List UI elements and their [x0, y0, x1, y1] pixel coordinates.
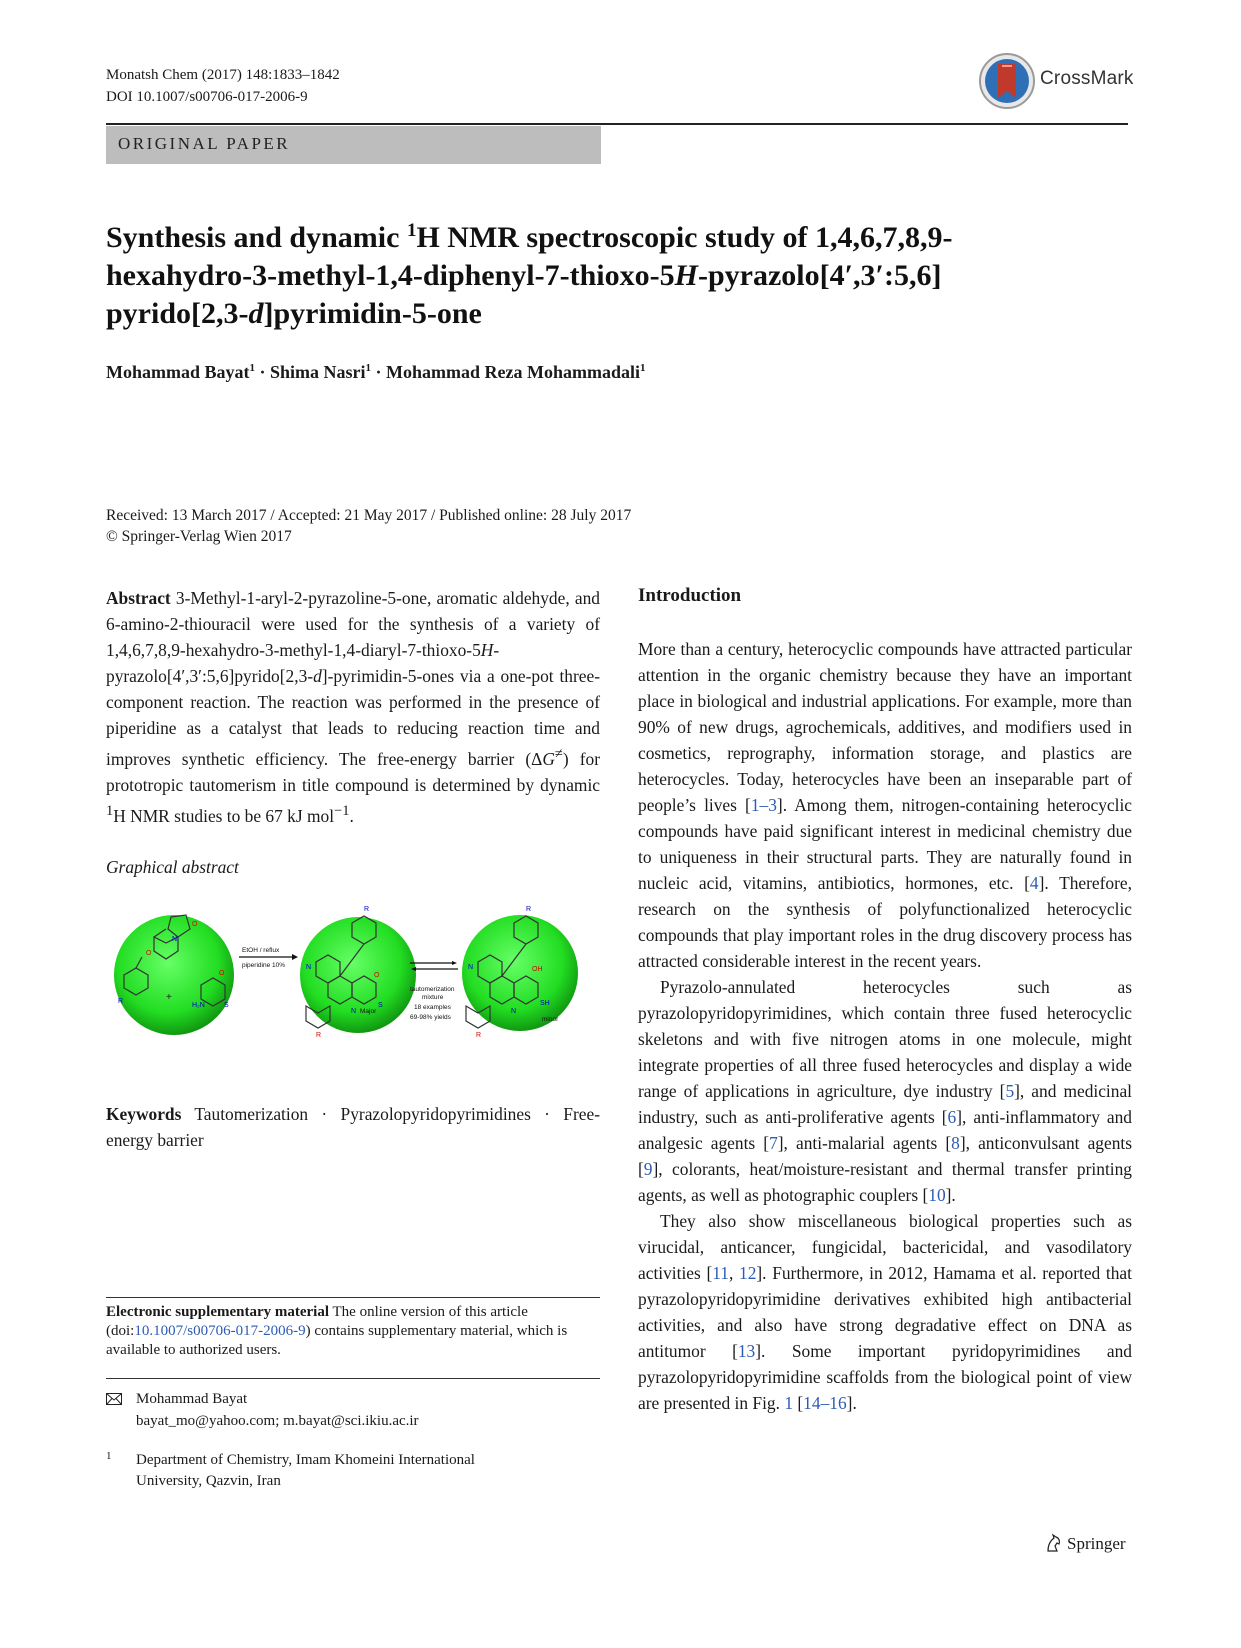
svg-text:R: R — [316, 1032, 322, 1039]
author-affiliation-mark: 1 — [640, 362, 646, 374]
abstract — [106, 585, 600, 829]
supplementary-doi-link[interactable]: 10.1007/s00706-017-2006-9 — [134, 1323, 306, 1339]
title-text: Synthesis and dynamic — [106, 221, 407, 254]
svg-text:OH: OH — [532, 966, 543, 973]
intro-text: ]. Some important pyridopyrimidines and pyrazolopyridopyrimidine scaffolds from the biological point of view are presented in Fig. — [638, 1341, 1132, 1413]
intro-text: [ — [793, 1393, 804, 1413]
crossmark-label: CrossMark — [1040, 68, 1134, 89]
affiliation — [106, 1450, 475, 1492]
introduction-body — [638, 636, 1132, 1416]
title-superscript: 1 — [406, 220, 417, 241]
citation-link[interactable]: 9 — [643, 1159, 653, 1179]
intro-text: More than a century, heterocyclic compounds have attracted particular attention in the organic chemistry because they have an important place in biological and industrial applications. For example, more than 90% of new drugs, agrochemicals, additives, and modifiers used in cosmetics, reprography, information storage, and plastics are heterocycles. Today, heterocycles have been an inseparable part of people’s lives [ — [638, 639, 1132, 815]
svg-text:O: O — [219, 970, 225, 977]
svg-text:N: N — [306, 964, 312, 971]
svg-text:O: O — [374, 972, 380, 979]
intro-text: ]. — [846, 1393, 857, 1413]
svg-text:S: S — [378, 1002, 383, 1009]
svg-text:N: N — [511, 1008, 517, 1015]
citation-link[interactable]: 6 — [947, 1107, 957, 1127]
intro-text: Pyrazolo-annulated heterocycles such as pyrazolopyridopyrimidines, which contain three fused heterocyclic skeletons and with five nitrogen atoms in one molecule, might integrate properties of all three fused heterocycles and display a wide range of applications in agriculture, dye industry [ — [638, 977, 1132, 1101]
supplementary-text: ) contains supplementary material, which is available to authorized users. — [106, 1323, 568, 1358]
abstract-superscript: 1 — [106, 802, 114, 819]
journal-header — [106, 64, 340, 108]
intro-text: ], and medicinal industry, such as anti-proliferative agents [ — [638, 1081, 1133, 1127]
keywords-label: Keywords — [106, 1104, 182, 1124]
svg-text:S: S — [224, 1002, 229, 1009]
intro-text: ]. Among them, nitrogen-containing heterocyclic compounds have paid significant interest in medicinal chemistry due to uniqueness in their structural parts. They are naturally found in nucleic acid, vitamins, antibiotics, hormones, etc. [ — [638, 795, 1132, 893]
crossmark-badge[interactable] — [978, 52, 1134, 112]
affiliation-line: Department of Chemistry, Imam Khomeini International — [136, 1452, 475, 1468]
author-name[interactable]: Mohammad Reza Mohammadali — [386, 362, 641, 382]
title-italic: H — [674, 259, 698, 292]
citation-link[interactable]: 1–3 — [750, 795, 777, 815]
supplementary-note — [106, 1303, 600, 1360]
svg-text:R: R — [526, 906, 532, 913]
corresponding-author: Mohammad Bayat — [136, 1391, 248, 1407]
graphical-abstract-label: Graphical abstract — [106, 857, 239, 877]
plus-sign: + — [166, 992, 172, 1003]
citation-link[interactable]: 11 — [712, 1263, 729, 1283]
svg-text:R: R — [364, 906, 370, 913]
abstract-text: -pyrazolo[4′,3′:5,6]pyrido[2,3- — [106, 640, 500, 686]
citation-link[interactable]: 7 — [769, 1133, 778, 1153]
journal-citation: Monatsh Chem (2017) 148:1833–1842 — [106, 67, 340, 83]
abstract-text: . — [349, 805, 354, 826]
corresponding-emails[interactable]: bayat_mo@yahoo.com; m.bayat@sci.ikiu.ac.ir — [136, 1413, 419, 1429]
supplementary-label: Electronic supplementary material — [106, 1304, 330, 1320]
reactants-sphere — [114, 915, 234, 1035]
examples-label: 18 examples — [414, 1004, 451, 1011]
article-history — [106, 505, 631, 547]
abstract-label: Abstract — [106, 588, 171, 608]
citation-link[interactable]: 12 — [739, 1263, 757, 1283]
citation-link[interactable]: 4 — [1029, 873, 1039, 893]
introduction-heading: Introduction — [638, 585, 742, 606]
abstract-superscript: −1 — [334, 802, 350, 819]
author-affiliation-mark: 1 — [365, 362, 372, 374]
reaction-scheme-image — [106, 895, 600, 1055]
title-text: H NMR spectroscopic study of 1,4,6,7,8,9- — [416, 221, 953, 254]
citation-link[interactable]: 10 — [928, 1185, 946, 1205]
keywords-text: Tautomerization · Pyrazolopyridopyrimidines · Free-energy barrier — [106, 1104, 600, 1150]
supplementary-text: The online version of this article (doi: — [106, 1304, 528, 1339]
footnote-rule — [106, 1297, 600, 1298]
section-banner — [106, 126, 601, 164]
citation-link[interactable]: 8 — [951, 1133, 960, 1153]
intro-text: ], anticonvulsant agents [ — [638, 1133, 1132, 1179]
intro-text: ], anti-malarial agents [ — [777, 1133, 952, 1153]
author-separator: · — [375, 362, 387, 382]
publisher-name: Springer — [1067, 1534, 1126, 1553]
article-type: ORIGINAL PAPER — [118, 134, 291, 153]
intro-text: ]. Therefore, research on the synthesis of polyfunctionalized heterocyclic compounds that play important roles in the drug discovery process has attracted considerable interest in the recent years. — [638, 873, 1132, 971]
publication-dates: Received: 13 March 2017 / Accepted: 21 May 2017 / Published online: 28 July 2017 — [106, 507, 632, 524]
minor-product-sphere — [462, 915, 578, 1031]
minor-label: minor — [542, 1016, 559, 1023]
affiliation-line: University, Qazvin, Iran — [136, 1473, 281, 1489]
svg-text:R: R — [476, 1032, 482, 1039]
author-name[interactable]: Shima Nasri — [270, 362, 366, 382]
abstract-superscript: ≠ — [554, 746, 563, 762]
intro-paragraph — [638, 974, 1132, 1208]
svg-text:N: N — [351, 1008, 357, 1015]
mixture-label-2: mixture — [422, 994, 444, 1001]
author-list — [106, 362, 646, 383]
reaction-conditions-2: piperidine 10% — [242, 962, 286, 969]
title-text: ]pyrimidin-5-one — [263, 297, 482, 330]
intro-text: ]. — [945, 1185, 956, 1205]
author-name[interactable]: Mohammad Bayat — [106, 362, 250, 382]
intro-text: ], colorants, heat/moisture-resistant and thermal transfer printing agents, as well as photographic couplers [ — [638, 1159, 1132, 1205]
yields-label: 69-98% yields — [410, 1014, 451, 1021]
abstract-text: ) for prototropic tautomerism in title compound is determined by dynamic — [106, 748, 601, 795]
title-text: -pyrazolo[4′,3′:5,6] — [697, 259, 942, 292]
reaction-conditions-1: EtOH / reflux — [242, 947, 280, 954]
abstract-text: H NMR studies to be 67 kJ mol — [113, 805, 335, 826]
springer-horse-icon — [1045, 1533, 1063, 1553]
abstract-text: ]-pyrimidin-5-ones via a one-pot three-component reaction. The reaction was performed in the presence of piperidine as a catalyst that leads to reducing reaction time and improves synthetic efficiency. The free-energy barrier (Δ — [106, 666, 600, 769]
crossmark-icon — [978, 52, 1036, 110]
title-text: hexahydro-3-methyl-1,4-diphenyl-7-thioxo-5 — [106, 259, 675, 292]
header-rule — [106, 123, 1128, 125]
citation-link[interactable]: 5 — [1005, 1081, 1015, 1101]
copyright-line: © Springer-Verlag Wien 2017 — [106, 528, 292, 545]
correspondence-rule — [106, 1378, 600, 1379]
abstract-italic: d — [313, 666, 322, 686]
citation-link[interactable]: 13 — [737, 1341, 756, 1361]
major-product-sphere — [300, 917, 416, 1033]
author-separator: · — [259, 362, 271, 382]
major-label: Major — [360, 1008, 377, 1015]
intro-paragraph — [638, 636, 1132, 974]
doi-line: DOI 10.1007/s00706-017-2006-9 — [106, 89, 308, 105]
svg-text:SH: SH — [540, 1000, 550, 1007]
correspondence — [106, 1388, 419, 1432]
intro-text: They also show miscellaneous biological properties such as virucidal, anticancer, fungicidal, bactericidal, and vasodilatory activities [ — [638, 1211, 1132, 1283]
article-title — [106, 212, 1106, 333]
svg-text:H₂N: H₂N — [192, 1002, 205, 1009]
svg-text:O: O — [192, 921, 198, 928]
title-italic: d — [248, 297, 264, 330]
publisher-logo — [1045, 1533, 1126, 1554]
svg-text:N: N — [172, 936, 178, 943]
keywords — [106, 1101, 600, 1153]
title-text: pyrido[2,3- — [106, 297, 249, 330]
svg-text:O: O — [146, 950, 152, 957]
svg-text:N: N — [468, 964, 474, 971]
intro-text: ], anti-inflammatory and analgesic agents [ — [638, 1107, 1132, 1153]
envelope-icon — [106, 1393, 122, 1405]
intro-paragraph — [638, 1208, 1132, 1416]
figure-link[interactable]: 1 — [784, 1393, 794, 1413]
svg-text:R: R — [118, 998, 124, 1005]
affiliation-number: 1 — [106, 1450, 112, 1462]
graphical-abstract-figure — [106, 895, 600, 1055]
citation-link[interactable]: 14–16 — [803, 1393, 847, 1413]
abstract-text: 3-Methyl-1-aryl-2-pyrazoline-5-one, aromatic aldehyde, and 6-amino-2-thiouracil were used for the synthesis of a variety of 1,4,6,7,8,9-hexahydro-3-methyl-1,4-diaryl-7-thioxo-5 — [106, 588, 600, 660]
mixture-label-1: tautomerization — [410, 986, 455, 993]
author-affiliation-mark: 1 — [249, 362, 255, 374]
abstract-italic: G — [542, 748, 555, 769]
intro-text: ]. Furthermore, in 2012, Hamama et al. reported that pyrazolopyridopyrimidine derivatives exhibited high antibacterial activities, and also have strong degradative effect on DNA as antitumor [ — [638, 1263, 1132, 1361]
abstract-italic: H — [480, 640, 494, 660]
intro-text: , — [728, 1263, 739, 1283]
